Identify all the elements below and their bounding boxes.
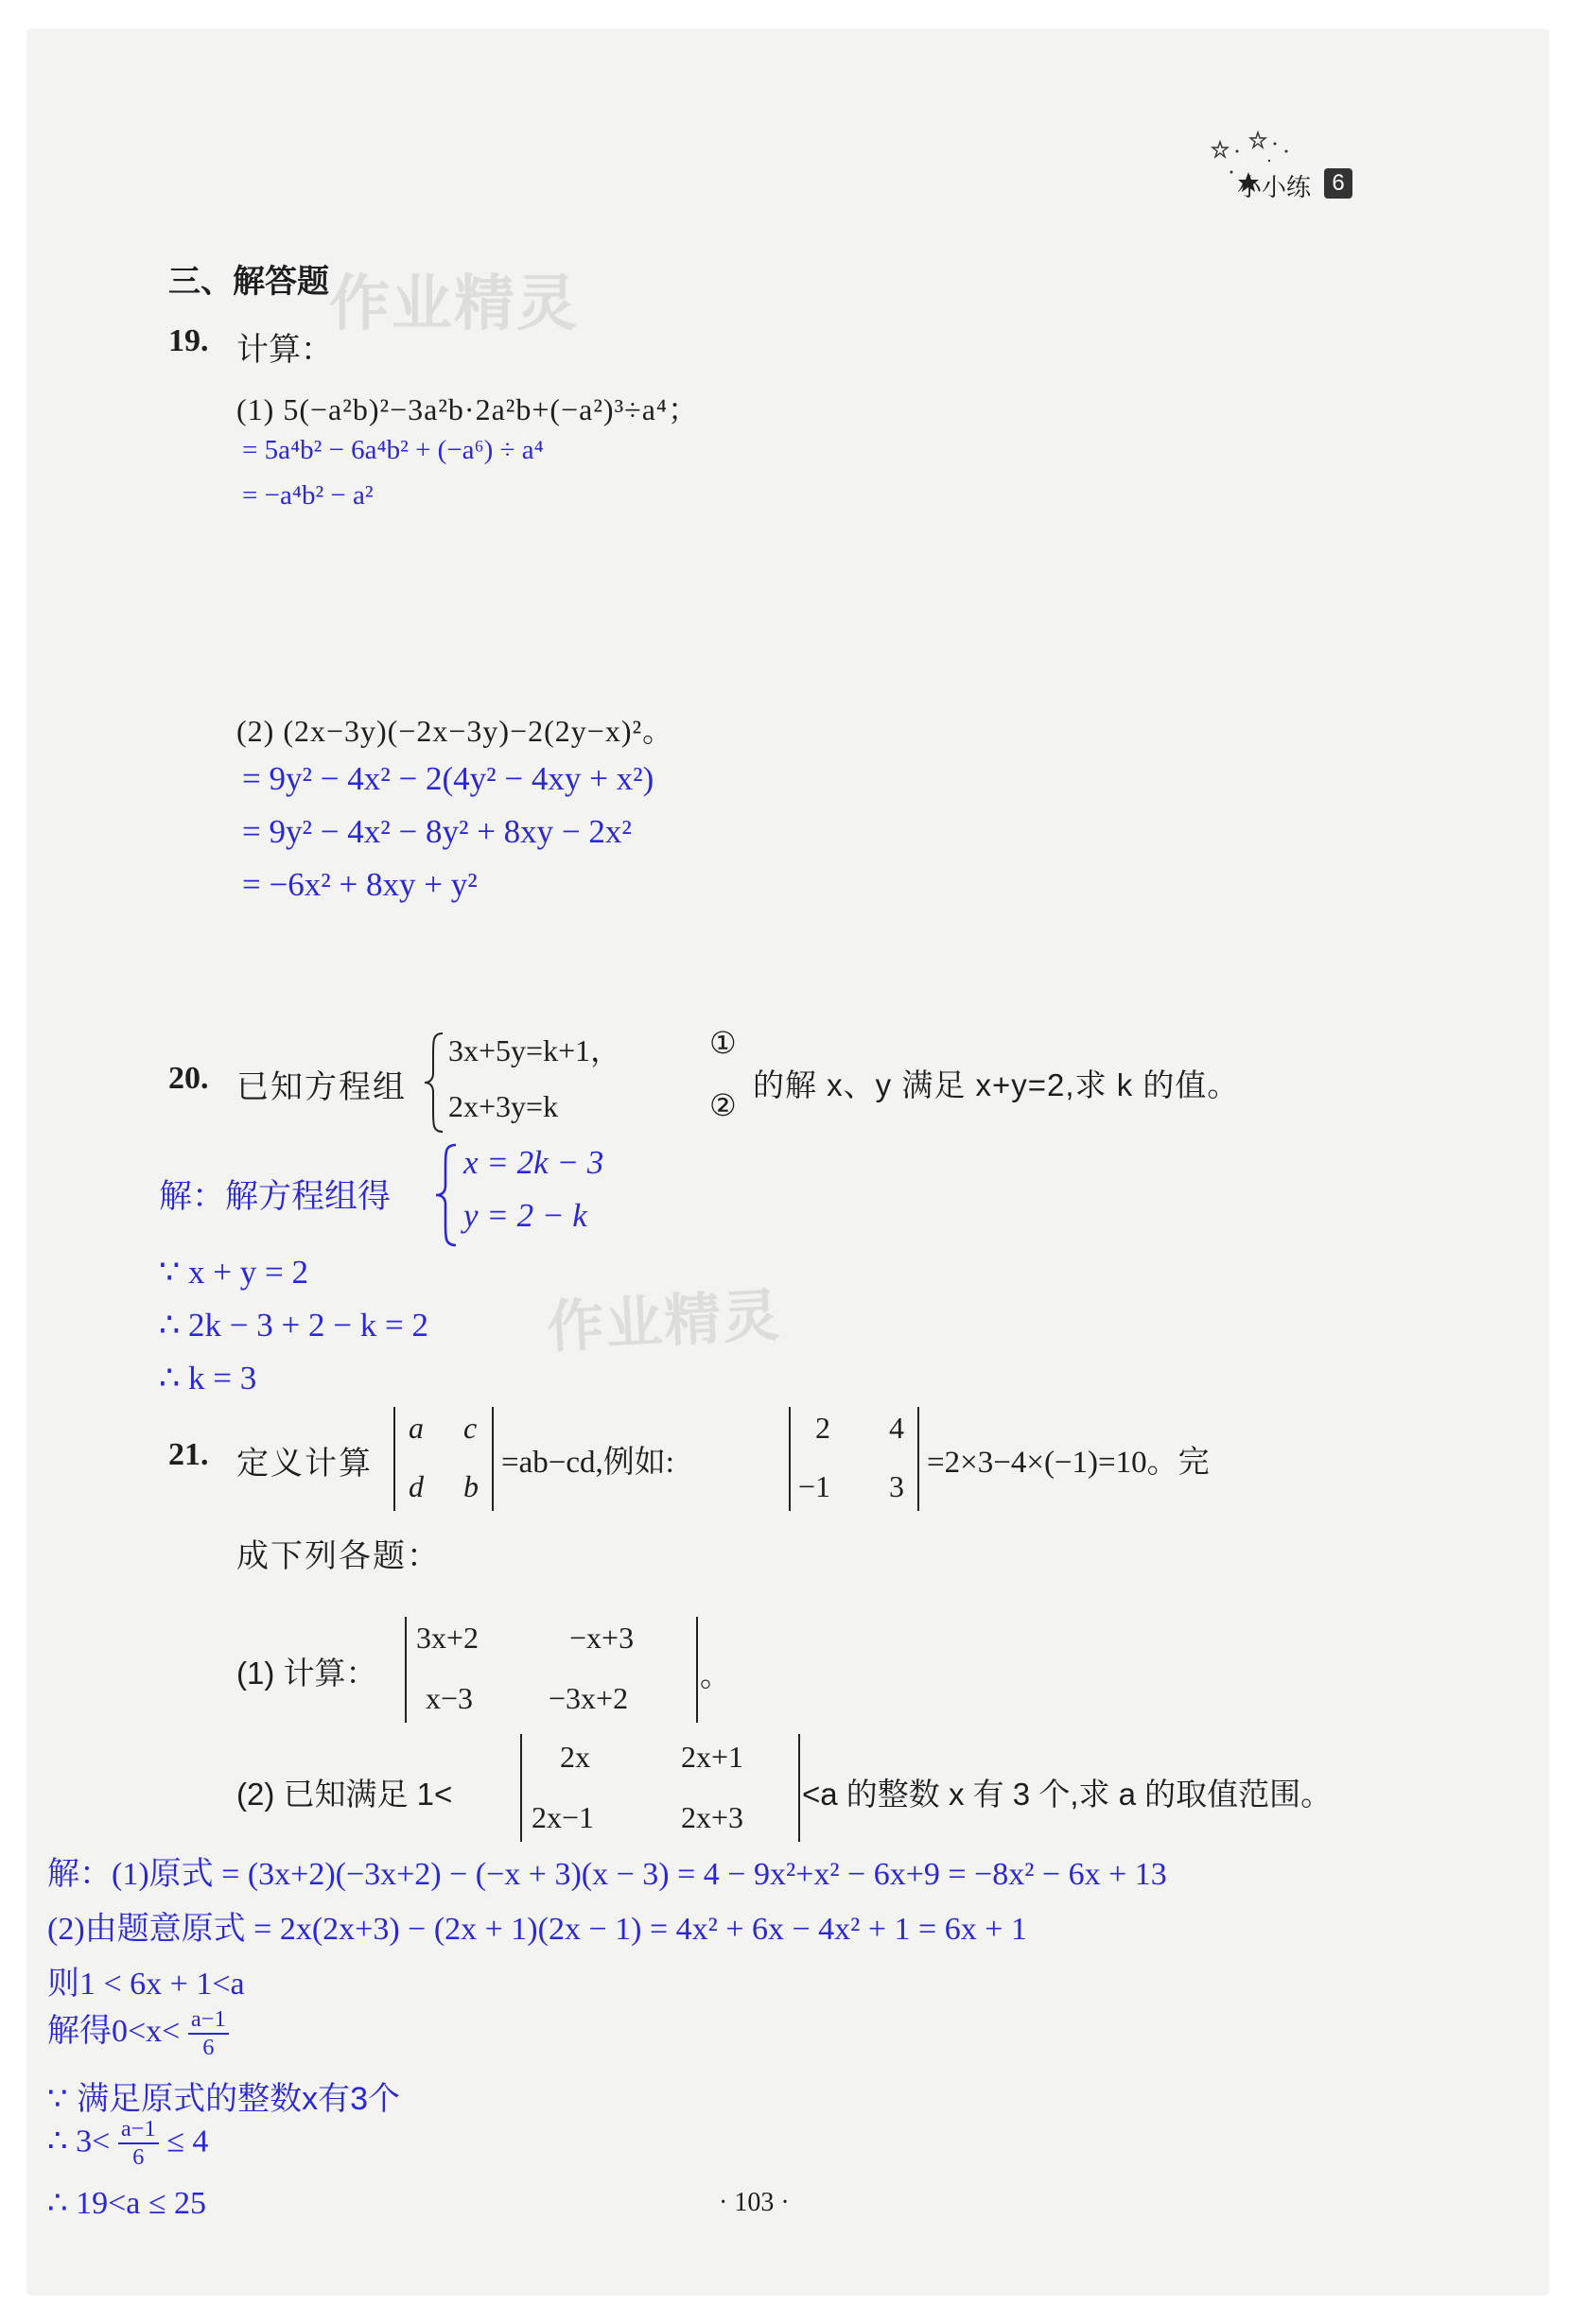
- q20-answer-line1: ∵ x + y = 2: [159, 1254, 308, 1291]
- q20-equation-1-tag: ①: [709, 1026, 737, 1060]
- matrix-cell: 2x: [560, 1740, 590, 1774]
- q19-part2-answer-line1: = 9y² − 4x² − 2(4y² − 4xy + x²): [242, 760, 654, 797]
- matrix-cell: x−3: [426, 1681, 474, 1715]
- q20-answer-brace: [433, 1142, 460, 1253]
- q20-number: 20.: [168, 1061, 209, 1096]
- q19-part2-answer-line2: = 9y² − 4x² − 8y² + 8xy − 2x²: [242, 813, 632, 850]
- solve-prefix: 解得0<x<: [47, 2014, 181, 2049]
- series-number-badge: 6: [1324, 168, 1352, 199]
- q21-part1-prefix: (1) 计算：: [236, 1656, 377, 1691]
- watermark-top: 作业精灵: [329, 269, 579, 338]
- q21-answer-line3: 则1 < 6x + 1<a: [47, 1967, 245, 2002]
- q19-part1-answer-line2: = −a⁴b² − a²: [242, 480, 374, 511]
- matrix-cell: 3x+2: [416, 1621, 480, 1655]
- q21-number: 21.: [168, 1437, 209, 1472]
- q19-part1-prompt: (1) 5(−a²b)²−3a²b·2a²b+(−a²)³÷a⁴；: [236, 392, 700, 426]
- q21-part1-matrix: [405, 1617, 698, 1723]
- q20-system-brace: [422, 1031, 446, 1139]
- matrix-cell: −1: [798, 1469, 831, 1503]
- q21-answer-line1: 解：(1)原式 = (3x+2)(−3x+2) − (−x + 3)(x − 3) = 4 − 9x²+x² − 6x+9 = −8x² − 6x + 13: [47, 1857, 1167, 1892]
- q20-equation-2: 2x+3y=k: [448, 1089, 559, 1123]
- q20-answer-system-y: y = 2 − k: [463, 1197, 587, 1234]
- q21-stem-prefix: 定义计算: [236, 1446, 373, 1482]
- q21-definition-matrix: [393, 1407, 494, 1511]
- q21-part2-prefix: (2) 已知满足 1<: [236, 1777, 453, 1812]
- ineq-prefix: ∴ 3<: [47, 2124, 111, 2159]
- q21-answer-line2: (2)由题意原式 = 2x(2x+3) − (2x + 1)(2x − 1) = 4x² + 6x − 4x² + 1 = 6x + 1: [47, 1912, 1027, 1947]
- q19-stem: 计算：: [236, 332, 333, 368]
- q20-equation-2-tag: ②: [709, 1088, 737, 1122]
- q21-answer-final-line: ∴ 19<a ≤ 25: [47, 2186, 207, 2221]
- fraction-numerator: a−1: [118, 2118, 159, 2144]
- matrix-cell: b: [463, 1469, 479, 1503]
- q20-answer-line2: ∴ 2k − 3 + 2 − k = 2: [159, 1307, 428, 1344]
- q20-stem-prefix: 已知方程组: [236, 1069, 407, 1105]
- q20-answer-prefix: 解：解方程组得: [159, 1178, 392, 1215]
- fraction-denominator: 6: [132, 2144, 145, 2171]
- ineq-suffix: ≤ 4: [166, 2124, 209, 2159]
- page-number: · 103 ·: [719, 2188, 790, 2217]
- q20-equation-1: 3x+5y=k+1，: [448, 1033, 621, 1067]
- fraction-denominator: 6: [202, 2035, 215, 2061]
- q21-example-result: =2×3−4×(−1)=10。完: [927, 1446, 1210, 1480]
- worksheet-page: [26, 28, 1549, 2296]
- fraction-numerator: a−1: [188, 2008, 229, 2035]
- q19-part2-prompt: (2) (2x−3y)(−2x−3y)−2(2y−x)²。: [236, 714, 674, 748]
- q19-part1-answer-line1: = 5a⁴b² − 6a⁴b² + (−a⁶) ÷ a⁴: [242, 435, 544, 465]
- q20-stem-suffix: 的解 x、y 满足 x+y=2,求 k 的值。: [753, 1067, 1240, 1102]
- section-title: 三、解答题: [168, 264, 329, 300]
- q21-answer-inequality-line: [47, 2118, 208, 2170]
- q21-part1-suffix: 。: [700, 1659, 731, 1693]
- matrix-cell: −3x+2: [549, 1681, 629, 1715]
- fraction: [118, 2118, 159, 2170]
- matrix-cell: 3: [889, 1469, 904, 1503]
- watermark-middle: 作业精灵: [545, 1283, 783, 1360]
- matrix-cell: 2x+3: [681, 1800, 744, 1834]
- matrix-cell: 2x−1: [532, 1800, 595, 1834]
- q20-answer-system-x: x = 2k − 3: [463, 1144, 604, 1181]
- q21-example-matrix: [789, 1407, 919, 1511]
- q21-part2-matrix: [520, 1734, 800, 1842]
- matrix-cell: a: [409, 1411, 424, 1445]
- q21-part2-suffix: <a 的整数 x 有 3 个,求 a 的取值范围。: [802, 1777, 1333, 1812]
- q21-stem-line2: 成下列各题：: [236, 1538, 441, 1574]
- matrix-cell: 2: [815, 1411, 830, 1445]
- matrix-cell: −x+3: [569, 1621, 635, 1655]
- q21-answer-solve-line: [47, 2004, 229, 2060]
- fraction: [188, 2005, 229, 2061]
- q21-definition-result: =ab−cd,例如:: [501, 1446, 674, 1480]
- q21-answer-count-line: ∵ 满足原式的整数x有3个: [47, 2081, 400, 2117]
- q19-number: 19.: [168, 323, 209, 358]
- matrix-cell: d: [409, 1469, 424, 1503]
- q19-part2-answer-line3: = −6x² + 8xy + y²: [242, 866, 478, 903]
- series-label: 小小练: [1237, 173, 1312, 201]
- matrix-cell: 2x+1: [681, 1740, 744, 1774]
- matrix-cell: c: [463, 1411, 478, 1445]
- q20-answer-line3: ∴ k = 3: [159, 1360, 257, 1396]
- matrix-cell: 4: [889, 1411, 904, 1445]
